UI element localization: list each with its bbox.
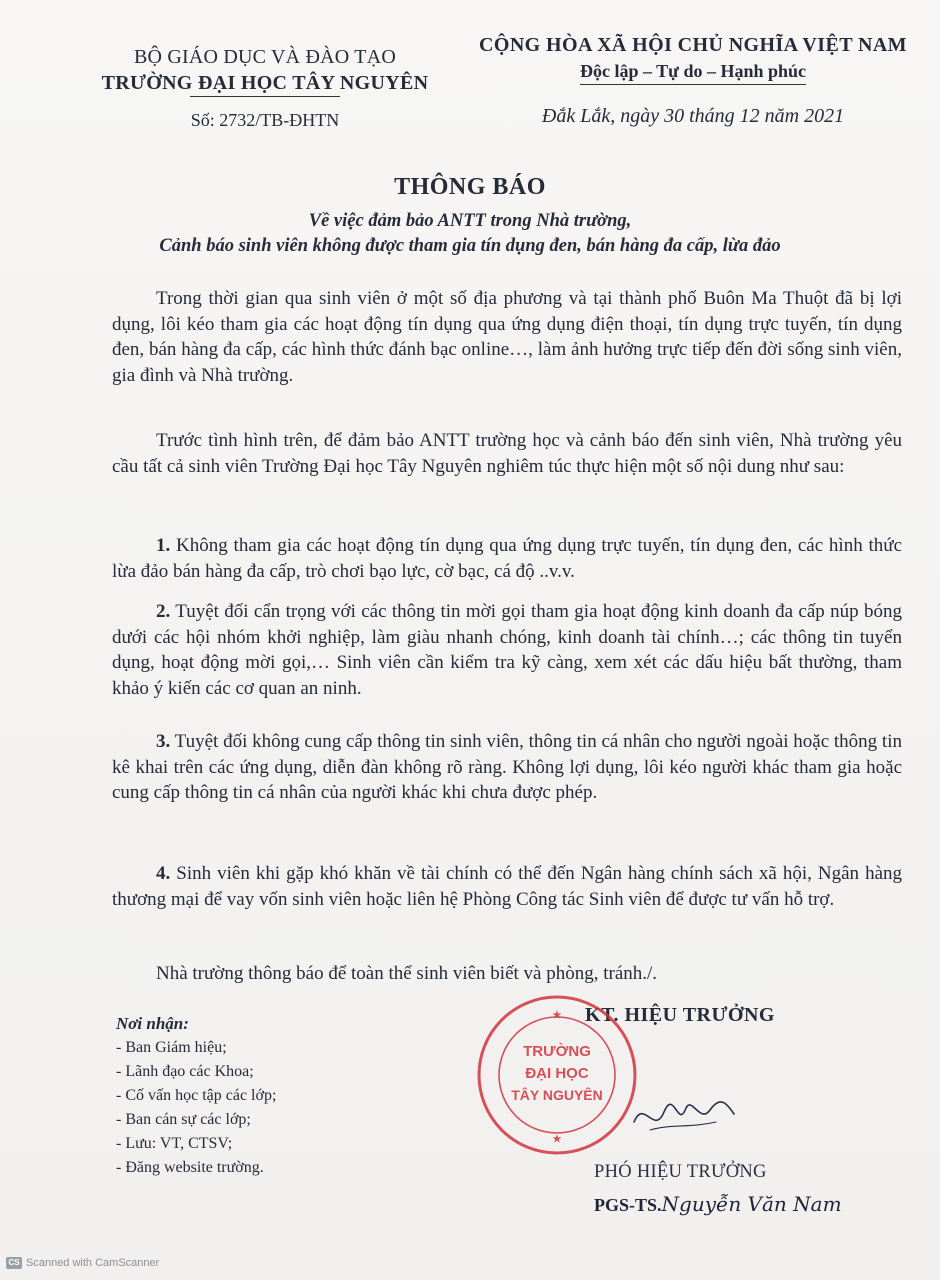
list-item-3 [112, 729, 902, 806]
paragraph-context [112, 428, 902, 479]
list-item-2 [112, 599, 902, 701]
list-item-1 [112, 533, 902, 584]
list-item-2-number: 2. [156, 601, 171, 622]
scanner-note: Scanned with CamScanner [26, 1257, 160, 1269]
paragraph-intro [112, 286, 902, 388]
issuer-underline [190, 96, 340, 97]
country-name: CỘNG HÒA XÃ HỘI CHỦ NGHĨA VIỆT NAM [479, 34, 907, 56]
list-item-4 [112, 861, 902, 912]
document-title: THÔNG BÁO [394, 174, 546, 200]
national-header [478, 32, 908, 129]
stamp-star-bottom: ★ [552, 1134, 562, 1145]
recipients-block [116, 1012, 416, 1180]
scanner-watermark [6, 1257, 159, 1269]
document-subtitle-2: Cảnh báo sinh viên không được tham gia tín dụng đen, bán hàng đa cấp, lừa đảo [159, 236, 781, 256]
signer-name-handwritten: Nguyễn Văn Nam [661, 1192, 842, 1216]
ministry-name: BỘ GIÁO DỤC VÀ ĐÀO TẠO [134, 46, 396, 68]
list-item-2-text: Tuyệt đối cẩn trọng với các thông tin mời gọi tham gia hoạt động kinh doanh đa cấp núp bóng dưới các hội nhóm khởi nghiệp, làm giàu nhanh chóng, kinh doanh tài chính…; các thông tin tuyển dụng, hoạt động mời gọi,… Sinh viên cần kiểm tra kỹ càng, xem xét các dấu hiệu bất thường, tham khảo ý kiến các cơ quan an ninh. [112, 601, 902, 699]
signer-role: PHÓ HIỆU TRƯỞNG [594, 1162, 767, 1182]
paragraph-intro-text: Trong thời gian qua sinh viên ở một số địa phương và tại thành phố Buôn Ma Thuột đã bị lợi dụng, lôi kéo tham gia các hoạt động tín dụng qua ứng dụng điện thoại, tín dụng trực tuyến, tín dụng đen, bán hàng đa cấp, các hình thức đánh bạc online…, làm ảnh hưởng trực tiếp đến đời sống sinh viên, gia đình và Nhà trường. [112, 288, 902, 386]
paragraph-context-text: Trước tình hình trên, để đảm bảo ANTT trường học và cảnh báo đến sinh viên, Nhà trường yêu cầu tất cả sinh viên Trường Đại học Tây Nguyên nghiêm túc thực hiện một số nội dung như sau: [112, 430, 902, 477]
recipient-item: - Ban cán sự các lớp; [116, 1111, 251, 1128]
document-number: Số: 2732/TB-ĐHTN [190, 110, 340, 130]
recipients-heading: Nơi nhận: [116, 1014, 189, 1033]
camscanner-logo-icon: CS [6, 1257, 22, 1269]
list-item-3-text: Tuyệt đối không cung cấp thông tin sinh viên, thông tin cá nhân cho người ngoài hoặc thông tin kê khai trên các ứng dụng, diễn đàn không rõ ràng. Không lợi dụng, lôi kéo người khác tham gia hoặc cung cấp thông tin cá nhân của người khác khi chưa được phép. [112, 731, 902, 803]
list-item-4-text: Sinh viên khi gặp khó khăn về tài chính có thể đến Ngân hàng chính sách xã hội, Ngân hàng thương mại để vay vốn sinh viên hoặc liên hệ Phòng Công tác Sinh viên để được tư vấn hỗ trợ. [112, 863, 902, 910]
stamp-line-3: TÂY NGUYÊN [511, 1087, 603, 1103]
recipient-item: - Ban Giám hiệu; [116, 1039, 227, 1056]
official-seal-stamp [472, 990, 642, 1160]
recipients-list [116, 1036, 416, 1180]
signer-name-prefix: PGS-TS. [594, 1195, 662, 1215]
recipient-item: - Cố vấn học tập các lớp; [116, 1087, 277, 1104]
recipient-item: - Đăng website trường. [116, 1159, 264, 1176]
recipient-item: - Lưu: VT, CTSV; [116, 1135, 233, 1152]
national-motto: Độc lập – Tự do – Hạnh phúc [580, 58, 806, 85]
paragraph-closing-text: Nhà trường thông báo để toàn thể sinh viên biết và phòng, tránh./. [156, 963, 658, 984]
document-subtitle-1: Về việc đảm bảo ANTT trong Nhà trường, [308, 211, 632, 231]
issue-date: Đắk Lắk, ngày 30 tháng 12 năm 2021 [541, 105, 845, 127]
recipient-item: - Lãnh đạo các Khoa; [116, 1063, 254, 1080]
stamp-line-1: TRƯỜNG [523, 1043, 591, 1060]
list-item-1-text: Không tham gia các hoạt động tín dụng qua ứng dụng trực tuyến, tín dụng đen, các hình thức lừa đảo bán hàng đa cấp, trò chơi bạo lực, cờ bạc, cá độ ..v.v. [112, 535, 903, 582]
list-item-1-number: 1. [156, 535, 171, 556]
list-item-4-number: 4. [156, 863, 171, 884]
stamp-star-top: ★ [552, 1010, 562, 1021]
signer-name [594, 1192, 842, 1216]
paragraph-closing [112, 961, 902, 987]
university-name: TRƯỜNG ĐẠI HỌC TÂY NGUYÊN [101, 72, 429, 94]
list-item-3-number: 3. [156, 731, 171, 752]
issuer-block [90, 44, 440, 133]
signature-title: KT. HIỆU TRƯỞNG [585, 1004, 775, 1026]
handwritten-signature [630, 1078, 740, 1148]
stamp-line-2: ĐẠI HỌC [525, 1065, 589, 1082]
